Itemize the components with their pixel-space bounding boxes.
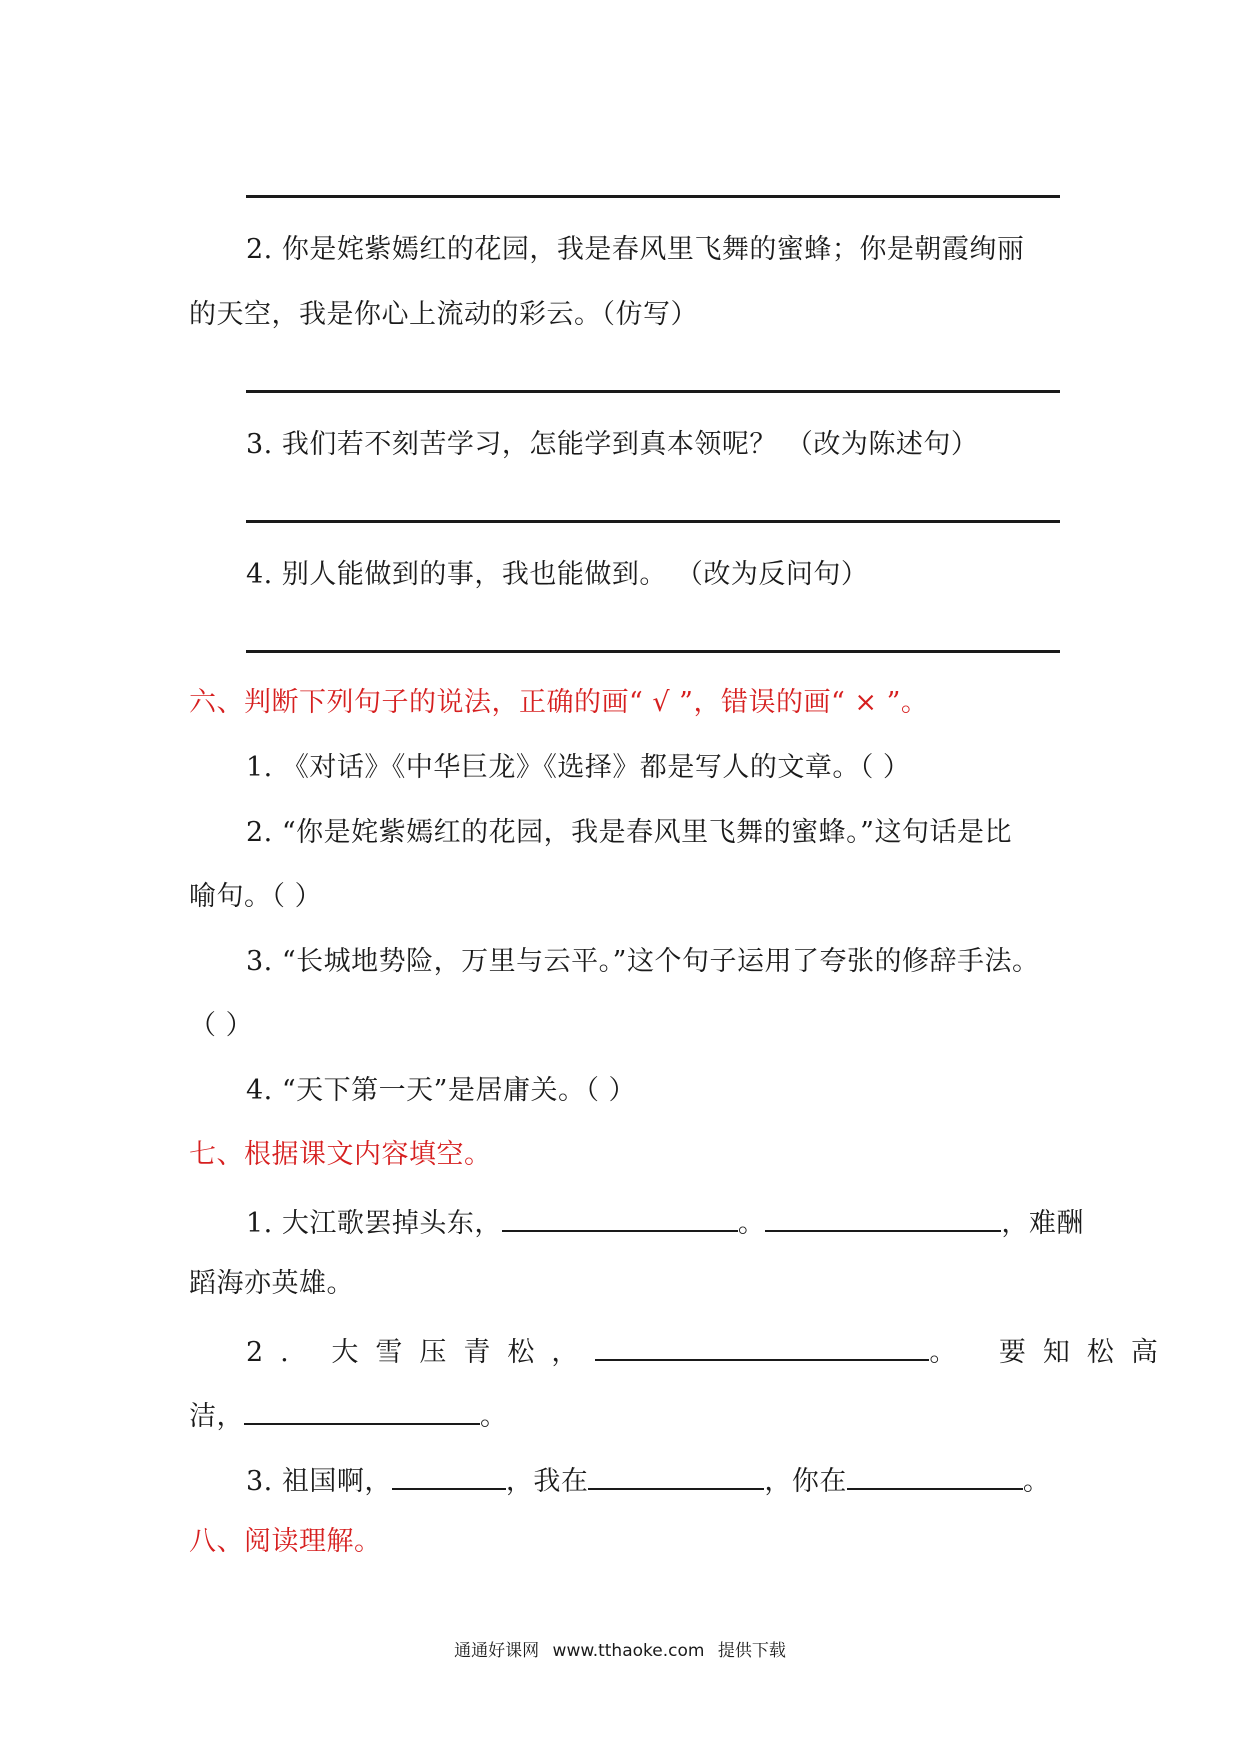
question-7-1-start: 1. 大江歌罢掉头东， [246,1208,502,1239]
question-7-2-line1 [246,1331,1175,1371]
question-6-4: 4. “天下第一天”是居庸关。（ ） [246,1075,637,1106]
question-5-4: 4. 别人能做到的事，我也能做到。 （改为反问句） [246,559,869,590]
section-7-heading: 七、根据课文内容填空。 [189,1139,492,1170]
question-6-2-line2: 喻句。（ ） [189,881,323,912]
question-7-3-mid1: ，我在 [505,1466,589,1497]
fill-blank-7-1a[interactable] [502,1202,738,1232]
footer-download-text: 提供下载 [717,1641,786,1661]
footer-url[interactable]: www.tthaoke.com [552,1641,705,1661]
fill-blank-7-3b[interactable] [588,1460,764,1490]
question-7-2-line2-end: 。 [480,1401,508,1432]
question-6-2-line1: 2. “你是姹紫嫣红的花园，我是春风里飞舞的蜜蜂。”这句话是比 [246,817,1012,848]
question-7-2-start: 2. 大雪压青松， [246,1337,596,1368]
question-7-1-line1 [246,1202,1084,1242]
section-6-heading: 六、判断下列句子的说法，正确的画“ √ ”，错误的画“ × ”。 [189,687,929,718]
fill-blank-7-2a[interactable] [595,1331,929,1361]
answer-line-q1[interactable] [246,195,1060,198]
question-7-2-line2-start: 洁， [189,1401,244,1432]
question-7-2-line2 [189,1395,508,1435]
fill-blank-7-1b[interactable] [765,1202,1001,1232]
question-7-1-mid: 。 [737,1208,766,1239]
fill-blank-7-3c[interactable] [847,1460,1023,1490]
question-5-2-line1: 2. 你是姹紫嫣红的花园，我是春风里飞舞的蜜蜂；你是朝霞绚丽 [246,234,1025,265]
fill-blank-7-3a[interactable] [392,1460,506,1490]
question-7-3-start: 3. 祖国啊， [246,1466,392,1497]
question-7-2-end: 。 要知松高 [929,1337,1175,1368]
question-7-1-end: ，难酬 [1001,1208,1084,1239]
question-7-3 [246,1460,1050,1500]
question-5-3: 3. 我们若不刻苦学习，怎能学到真本领呢？ （改为陈述句） [246,429,979,460]
question-7-3-mid2: ，你在 [764,1466,847,1497]
question-7-1-line2: 蹈海亦英雄。 [189,1268,354,1299]
question-6-1: 1. 《对话》《中华巨龙》《选择》都是写人的文章。（ ） [246,752,911,783]
question-7-3-end: 。 [1022,1466,1051,1497]
answer-line-q2[interactable] [246,390,1060,393]
answer-line-q3[interactable] [246,520,1060,523]
question-6-3-line2: （ ） [189,1010,254,1041]
section-8-heading: 八、阅读理解。 [189,1526,382,1557]
footer-site-name: 通通好课网 [454,1641,540,1661]
question-5-2-line2: 的天空，我是你心上流动的彩云。（仿写） [189,299,698,330]
page-footer [0,1636,1240,1661]
answer-line-q4[interactable] [246,650,1060,653]
question-6-3-line1: 3. “长城地势险，万里与云平。”这个句子运用了夸张的修辞手法。 [246,946,1040,977]
fill-blank-7-2b[interactable] [244,1395,480,1425]
